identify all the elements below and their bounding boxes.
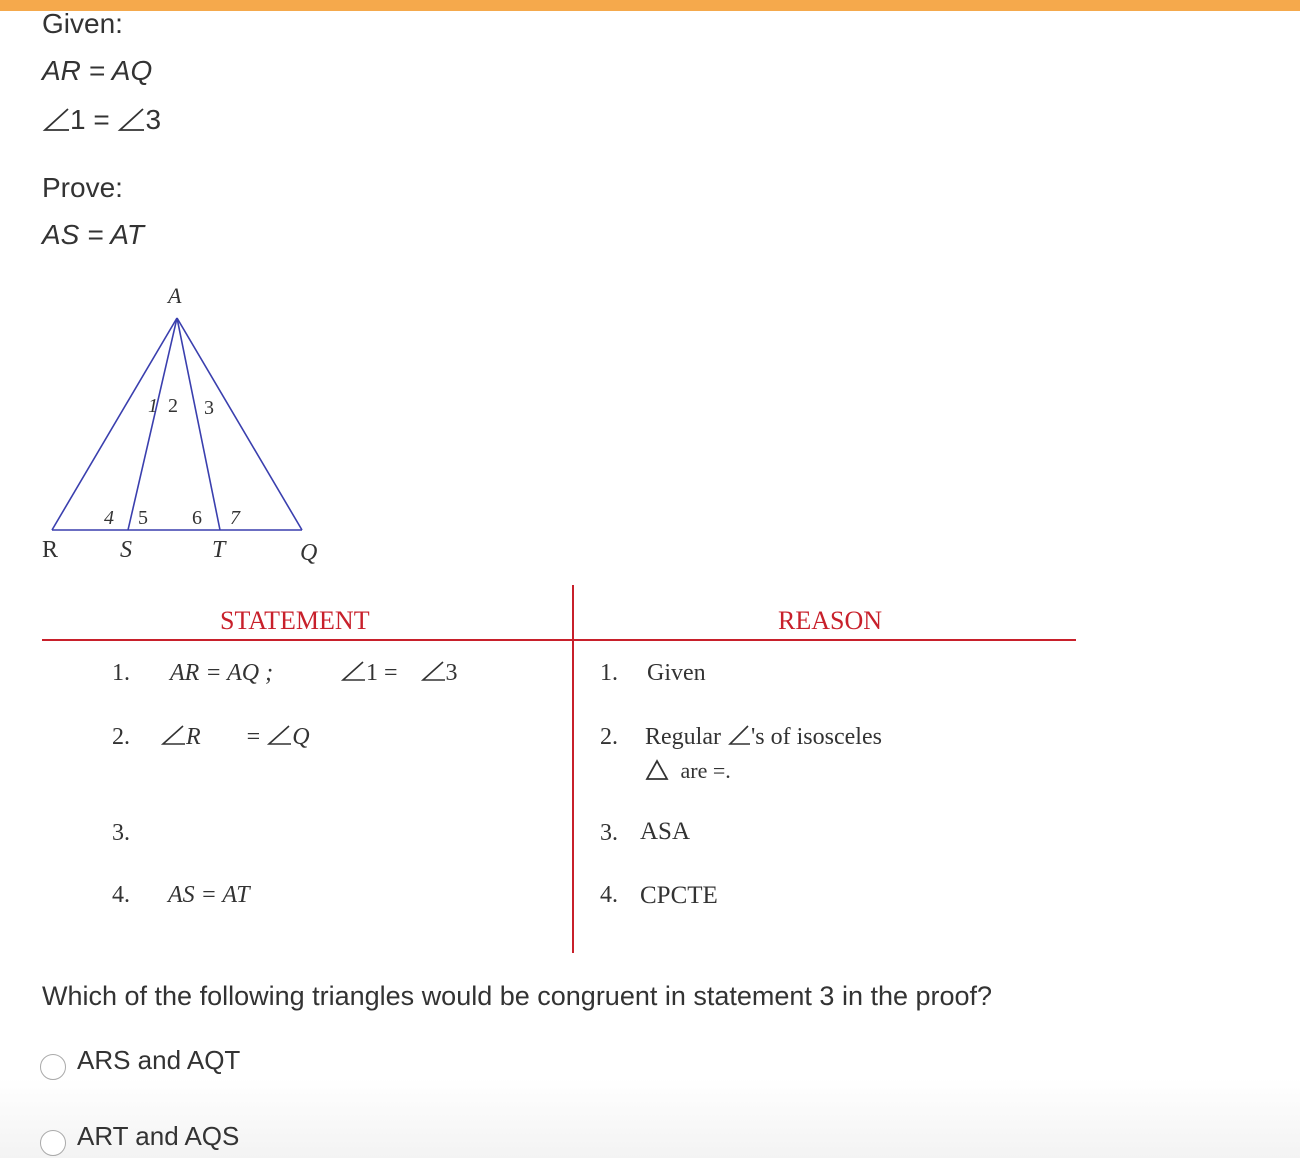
angle-icon (420, 660, 446, 682)
given-line-1: AR = AQ (42, 55, 153, 86)
angle-2-label: 2 (168, 395, 178, 417)
statement-2-equals: = (246, 724, 261, 750)
vertex-q-label: Q (300, 540, 318, 566)
statement-2-left: R (186, 724, 201, 750)
option-1-radio[interactable] (40, 1054, 66, 1080)
statement-1-left: AR = AQ ; (170, 660, 274, 686)
triangle-icon (645, 759, 669, 781)
reason-4-text: CPCTE (640, 882, 718, 909)
prove-label: Prove: (42, 172, 123, 203)
statement-3-number: 3. (112, 820, 130, 846)
angle-5-label: 5 (138, 507, 148, 529)
angle-6-label: 6 (192, 507, 202, 529)
angle-icon (727, 724, 751, 746)
statement-1-right: 3 (445, 660, 458, 686)
table-vertical-rule (572, 585, 574, 953)
statement-2-right: Q (292, 724, 310, 750)
reason-1-text: Given (647, 660, 706, 686)
vertex-s-label: S (120, 537, 132, 563)
given-label: Given: (42, 8, 123, 39)
reason-2-text-c: are =. (680, 758, 731, 783)
reason-3-text: ASA (640, 818, 691, 845)
vertex-a-label: A (168, 283, 182, 308)
statement-1-mid: 1 = (366, 660, 398, 686)
angle-icon (340, 660, 366, 682)
question-text: Which of the following triangles would be congruent in statement 3 in the proof? (42, 981, 993, 1011)
option-2-radio[interactable] (40, 1130, 66, 1156)
reason-1-number: 1. (600, 660, 618, 686)
angle-icon (266, 724, 292, 746)
statement-1-angles (340, 660, 458, 687)
angle-1-label: 1 (148, 395, 158, 417)
option-1-label[interactable]: ARS and AQT (77, 1045, 241, 1075)
reason-2-number: 2. (600, 724, 618, 750)
given-line-2-right: 3 (145, 104, 162, 135)
statement-header: STATEMENT (220, 606, 370, 635)
angle-7-label: 7 (230, 507, 240, 529)
statement-2-number: 2. (112, 724, 130, 750)
statement-4-number: 4. (112, 882, 130, 908)
vertex-r-label: R (42, 537, 59, 563)
reason-header: REASON (778, 606, 883, 635)
option-2-label[interactable]: ART and AQS (77, 1121, 240, 1151)
reason-4-number: 4. (600, 882, 618, 908)
reason-2-line-2 (645, 758, 731, 784)
triangle-lines (52, 318, 302, 530)
reason-2-text-a: Regular (645, 724, 721, 750)
reason-3-number: 3. (600, 820, 618, 846)
reason-2-text-b: 's of isosceles (750, 724, 882, 750)
angle-icon (160, 724, 186, 746)
prove-line-1: AS = AT (42, 219, 144, 250)
angle-3-label: 3 (204, 397, 214, 419)
angle-4-label: 4 (104, 507, 114, 529)
statement-2 (160, 724, 310, 751)
table-horizontal-rule (42, 639, 1076, 641)
reason-2 (645, 724, 882, 751)
given-line-2-left: 1 = (70, 104, 110, 135)
statement-1-number: 1. (112, 660, 130, 686)
statement-4-text: AS = AT (168, 882, 250, 908)
vertex-t-label: T (212, 537, 226, 563)
